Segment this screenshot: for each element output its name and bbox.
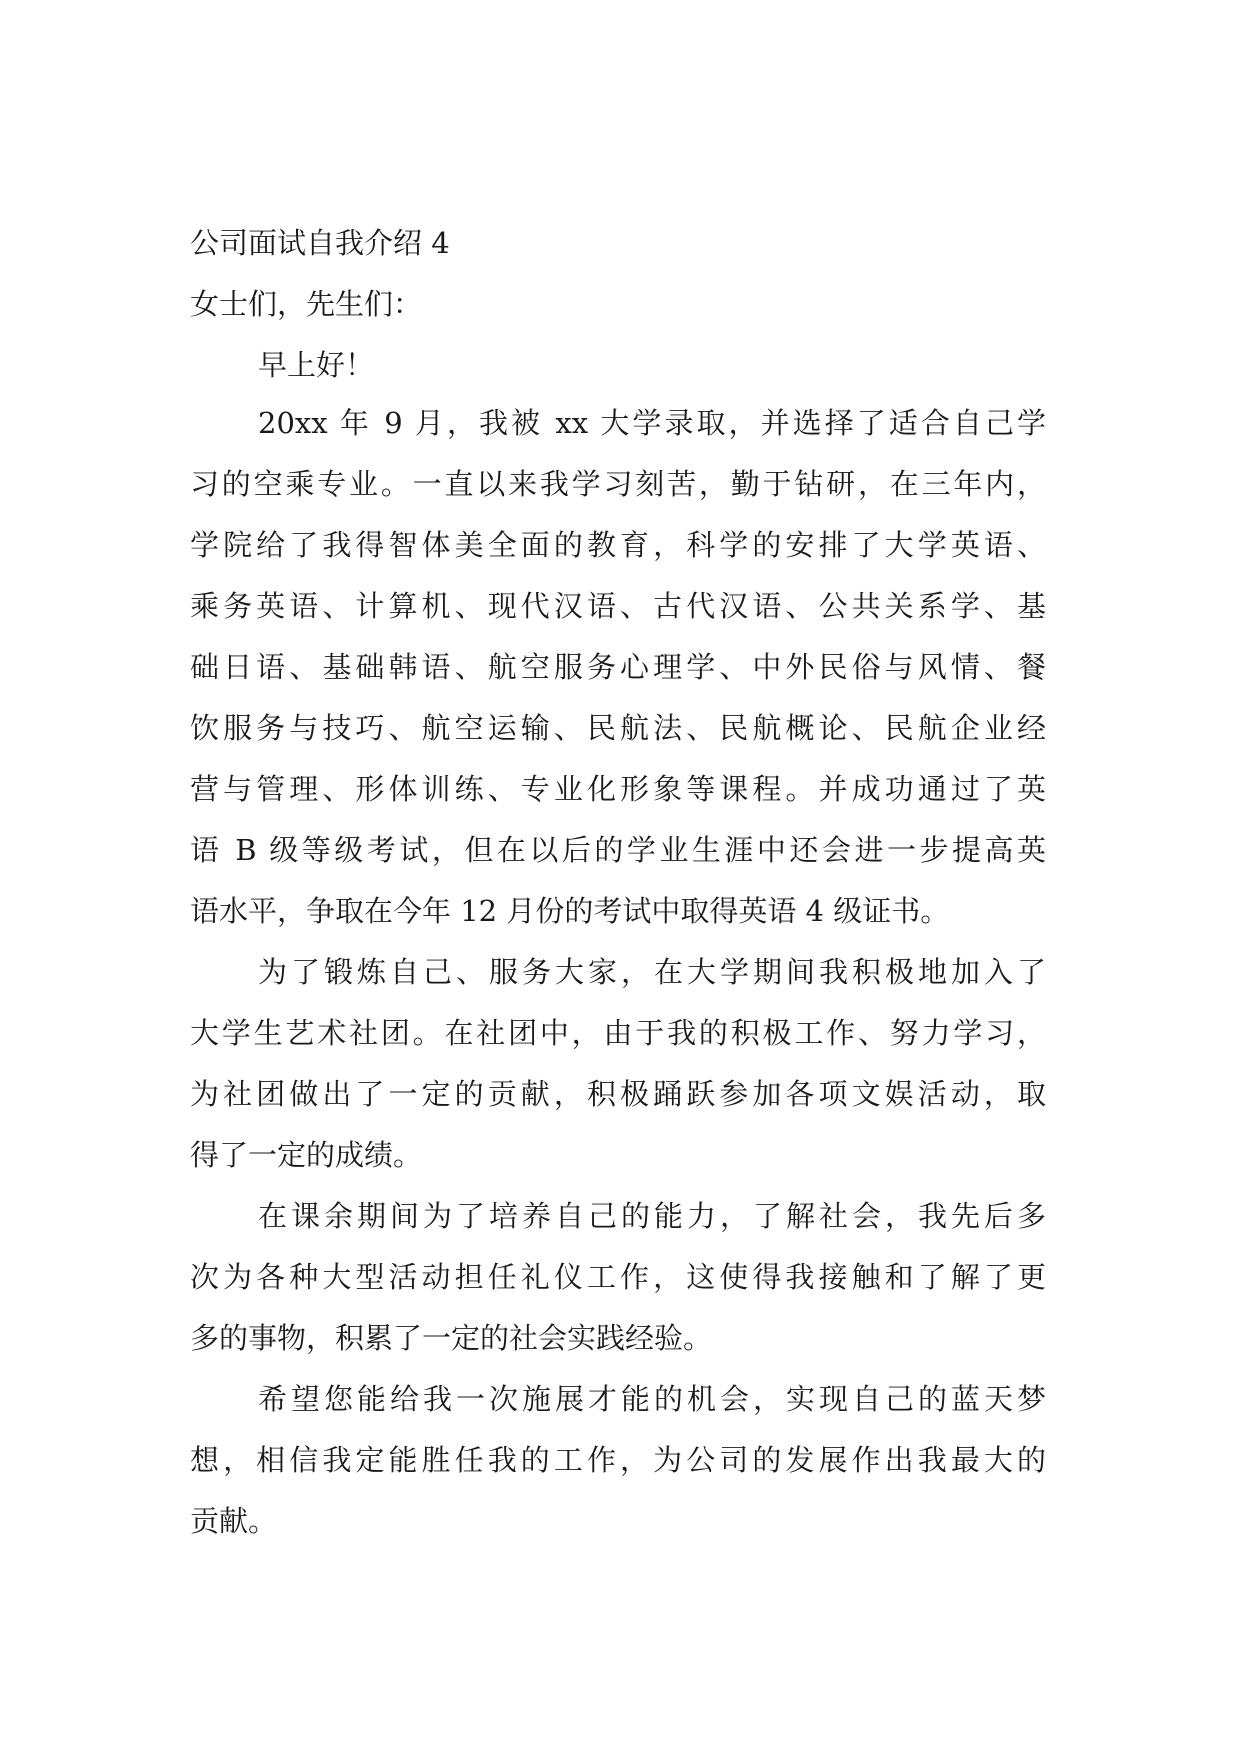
paragraph-line: 贡献。 [190, 1504, 278, 1538]
paragraph-line: 大学生艺术社团。在社团中，由于我的积极工作、努力学习， [190, 1016, 1046, 1050]
document-title: 公司面试自我介绍 4 [190, 226, 450, 260]
paragraph-line: 得了一定的成绩。 [190, 1138, 423, 1172]
paragraph-line: 在课余期间为了培养自己的能力，了解社会，我先后多 [258, 1199, 1046, 1233]
paragraph-line: 次为各种大型活动担任礼仪工作，这使得我接触和了解了更 [190, 1260, 1046, 1294]
paragraph-line: 习的空乘专业。一直以来我学习刻苦，勤于钻研，在三年内， [190, 467, 1046, 501]
paragraph-education [190, 393, 1046, 942]
greeting: 早上好！ [258, 348, 375, 382]
paragraph-club [190, 942, 1046, 1186]
paragraph-line: 20xx 年 9 月，我被 xx 大学录取，并选择了适合自己学 [258, 406, 1046, 440]
salutation: 女士们，先生们： [190, 287, 423, 321]
paragraph-line: 为社团做出了一定的贡献，积极踊跃参加各项文娱活动，取 [190, 1077, 1046, 1111]
paragraph-practice [190, 1186, 1046, 1369]
paragraph-line: 营与管理、形体训练、专业化形象等课程。并成功通过了英 [190, 772, 1046, 806]
paragraph-closing [190, 1369, 1046, 1552]
paragraph-line: 语 B 级等级考试，但在以后的学业生涯中还会进一步提高英 [190, 833, 1046, 867]
paragraph-line: 希望您能给我一次施展才能的机会，实现自己的蓝天梦 [258, 1382, 1046, 1416]
paragraph-line: 饮服务与技巧、航空运输、民航法、民航概论、民航企业经 [190, 711, 1046, 745]
paragraph-line: 为了锻炼自己、服务大家，在大学期间我积极地加入了 [258, 955, 1046, 989]
paragraph-line: 语水平，争取在今年 12 月份的考试中取得英语 4 级证书。 [190, 894, 950, 928]
paragraph-line: 多的事物，积累了一定的社会实践经验。 [190, 1321, 713, 1355]
paragraph-line: 学院给了我得智体美全面的教育，科学的安排了大学英语、 [190, 528, 1046, 562]
paragraph-line: 础日语、基础韩语、航空服务心理学、中外民俗与风情、餐 [190, 650, 1046, 684]
paragraph-line: 想，相信我定能胜任我的工作，为公司的发展作出我最大的 [190, 1443, 1046, 1477]
paragraph-line: 乘务英语、计算机、现代汉语、古代汉语、公共关系学、基 [190, 589, 1046, 623]
